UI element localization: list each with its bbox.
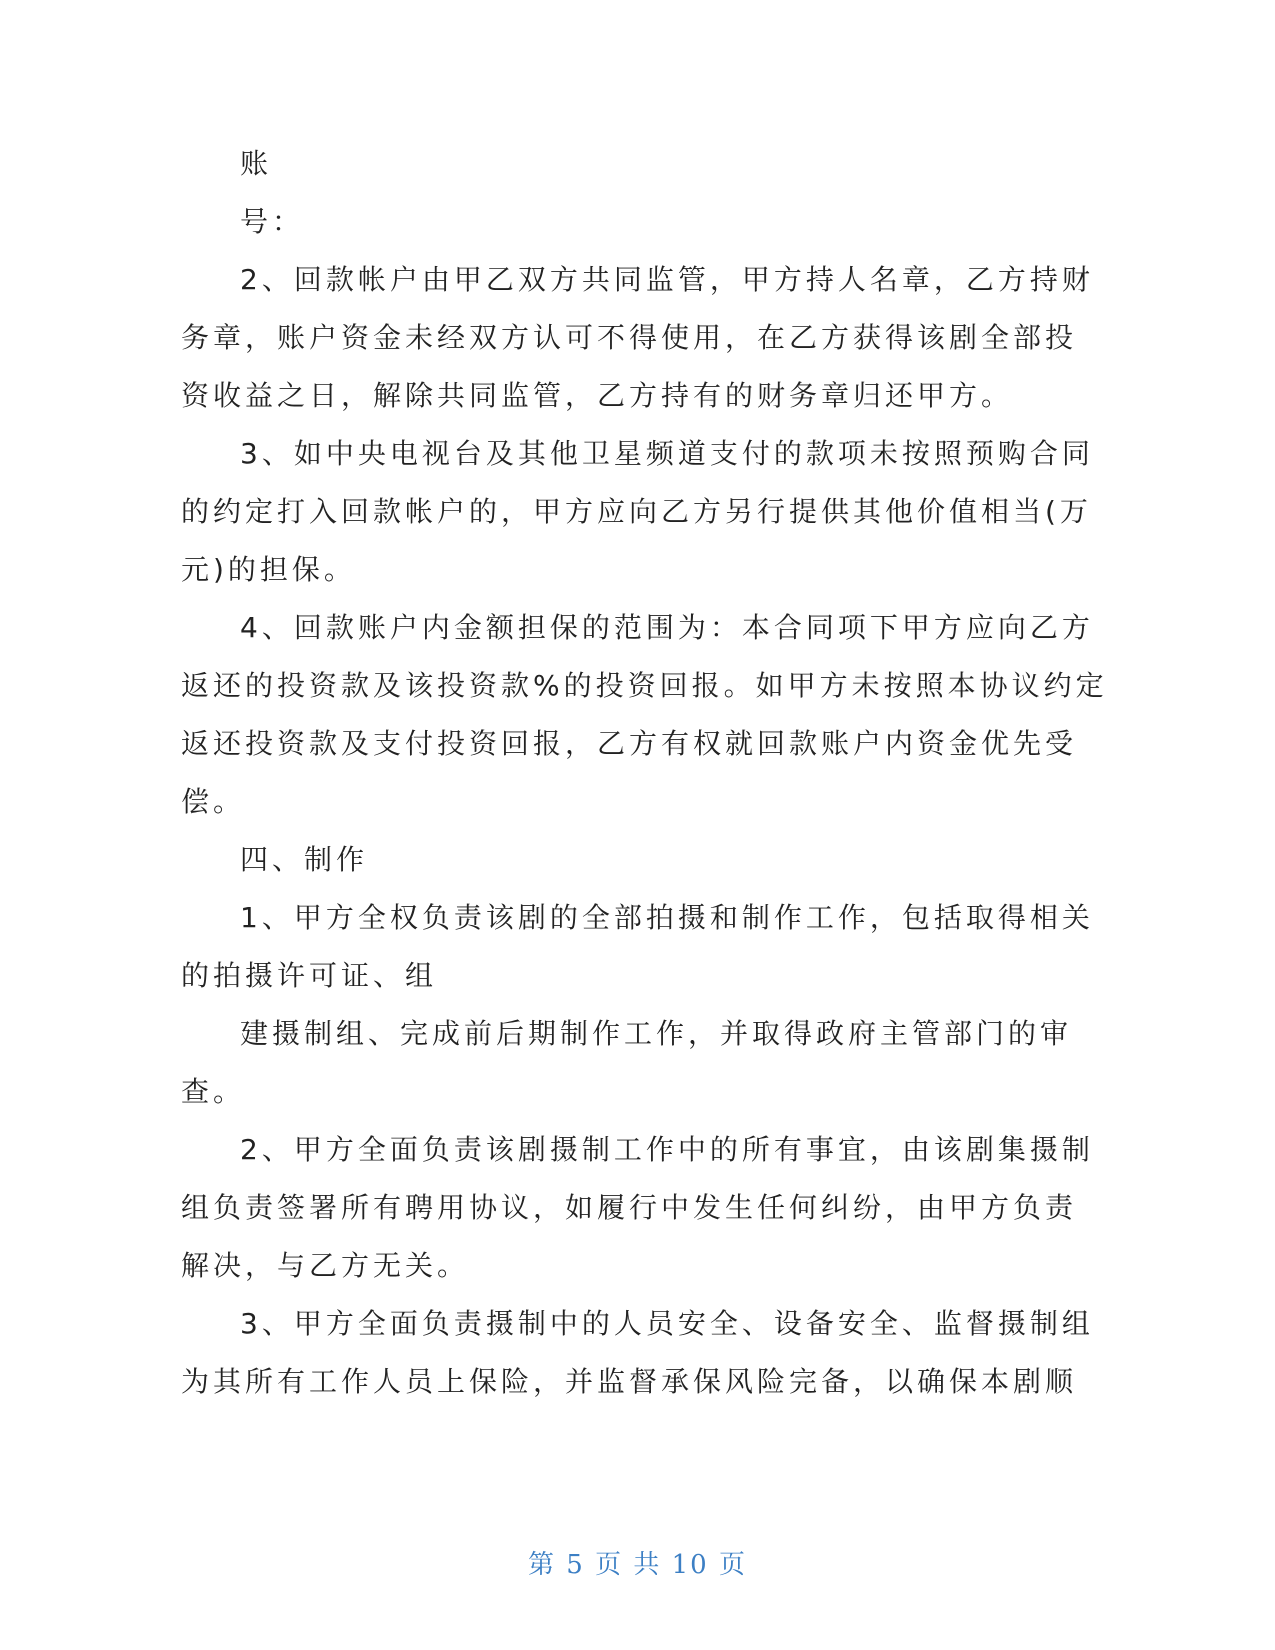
text-line: 2、回款帐户由甲乙双方共同监管，甲方持人名章，乙方持财	[240, 263, 1094, 296]
text-line: 返还的投资款及该投资款%的投资回报。如甲方未按照本协议约定	[181, 669, 1108, 702]
text-line: 查。	[181, 1075, 246, 1108]
text-line: 账	[240, 147, 273, 180]
text-line: 解决，与乙方无关。	[181, 1249, 470, 1282]
text-line: 元)的担保。	[181, 553, 356, 586]
text-line: 返还投资款及支付投资回报，乙方有权就回款账户内资金优先受	[181, 727, 1078, 760]
page-number-footer: 第 5 页 共 10 页	[528, 1550, 747, 1580]
text-line: 1、甲方全权负责该剧的全部拍摄和制作工作，包括取得相关	[240, 901, 1094, 934]
text-line: 资收益之日，解除共同监管，乙方持有的财务章归还甲方。	[181, 379, 1014, 412]
text-line: 3、如中央电视台及其他卫星频道支付的款项未按照预购合同	[240, 437, 1094, 470]
section-heading: 四、制作	[240, 843, 369, 876]
text-line: 为其所有工作人员上保险，并监督承保风险完备，以确保本剧顺	[181, 1365, 1078, 1398]
text-line: 4、回款账户内金额担保的范围为：本合同项下甲方应向乙方	[240, 611, 1094, 644]
text-line: 2、甲方全面负责该剧摄制工作中的所有事宜，由该剧集摄制	[240, 1133, 1094, 1166]
text-line: 号：	[240, 205, 305, 238]
text-line: 的拍摄许可证、组	[181, 959, 438, 992]
text-line: 偿。	[181, 785, 246, 818]
text-line: 组负责签署所有聘用协议，如履行中发生任何纠纷，由甲方负责	[181, 1191, 1078, 1224]
text-line: 的约定打入回款帐户的，甲方应向乙方另行提供其他价值相当(万	[181, 495, 1092, 528]
text-line: 务章，账户资金未经双方认可不得使用，在乙方获得该剧全部投	[181, 321, 1078, 354]
text-line: 建摄制组、完成前后期制作工作，并取得政府主管部门的审	[240, 1017, 1073, 1050]
text-line: 3、甲方全面负责摄制中的人员安全、设备安全、监督摄制组	[240, 1307, 1094, 1340]
